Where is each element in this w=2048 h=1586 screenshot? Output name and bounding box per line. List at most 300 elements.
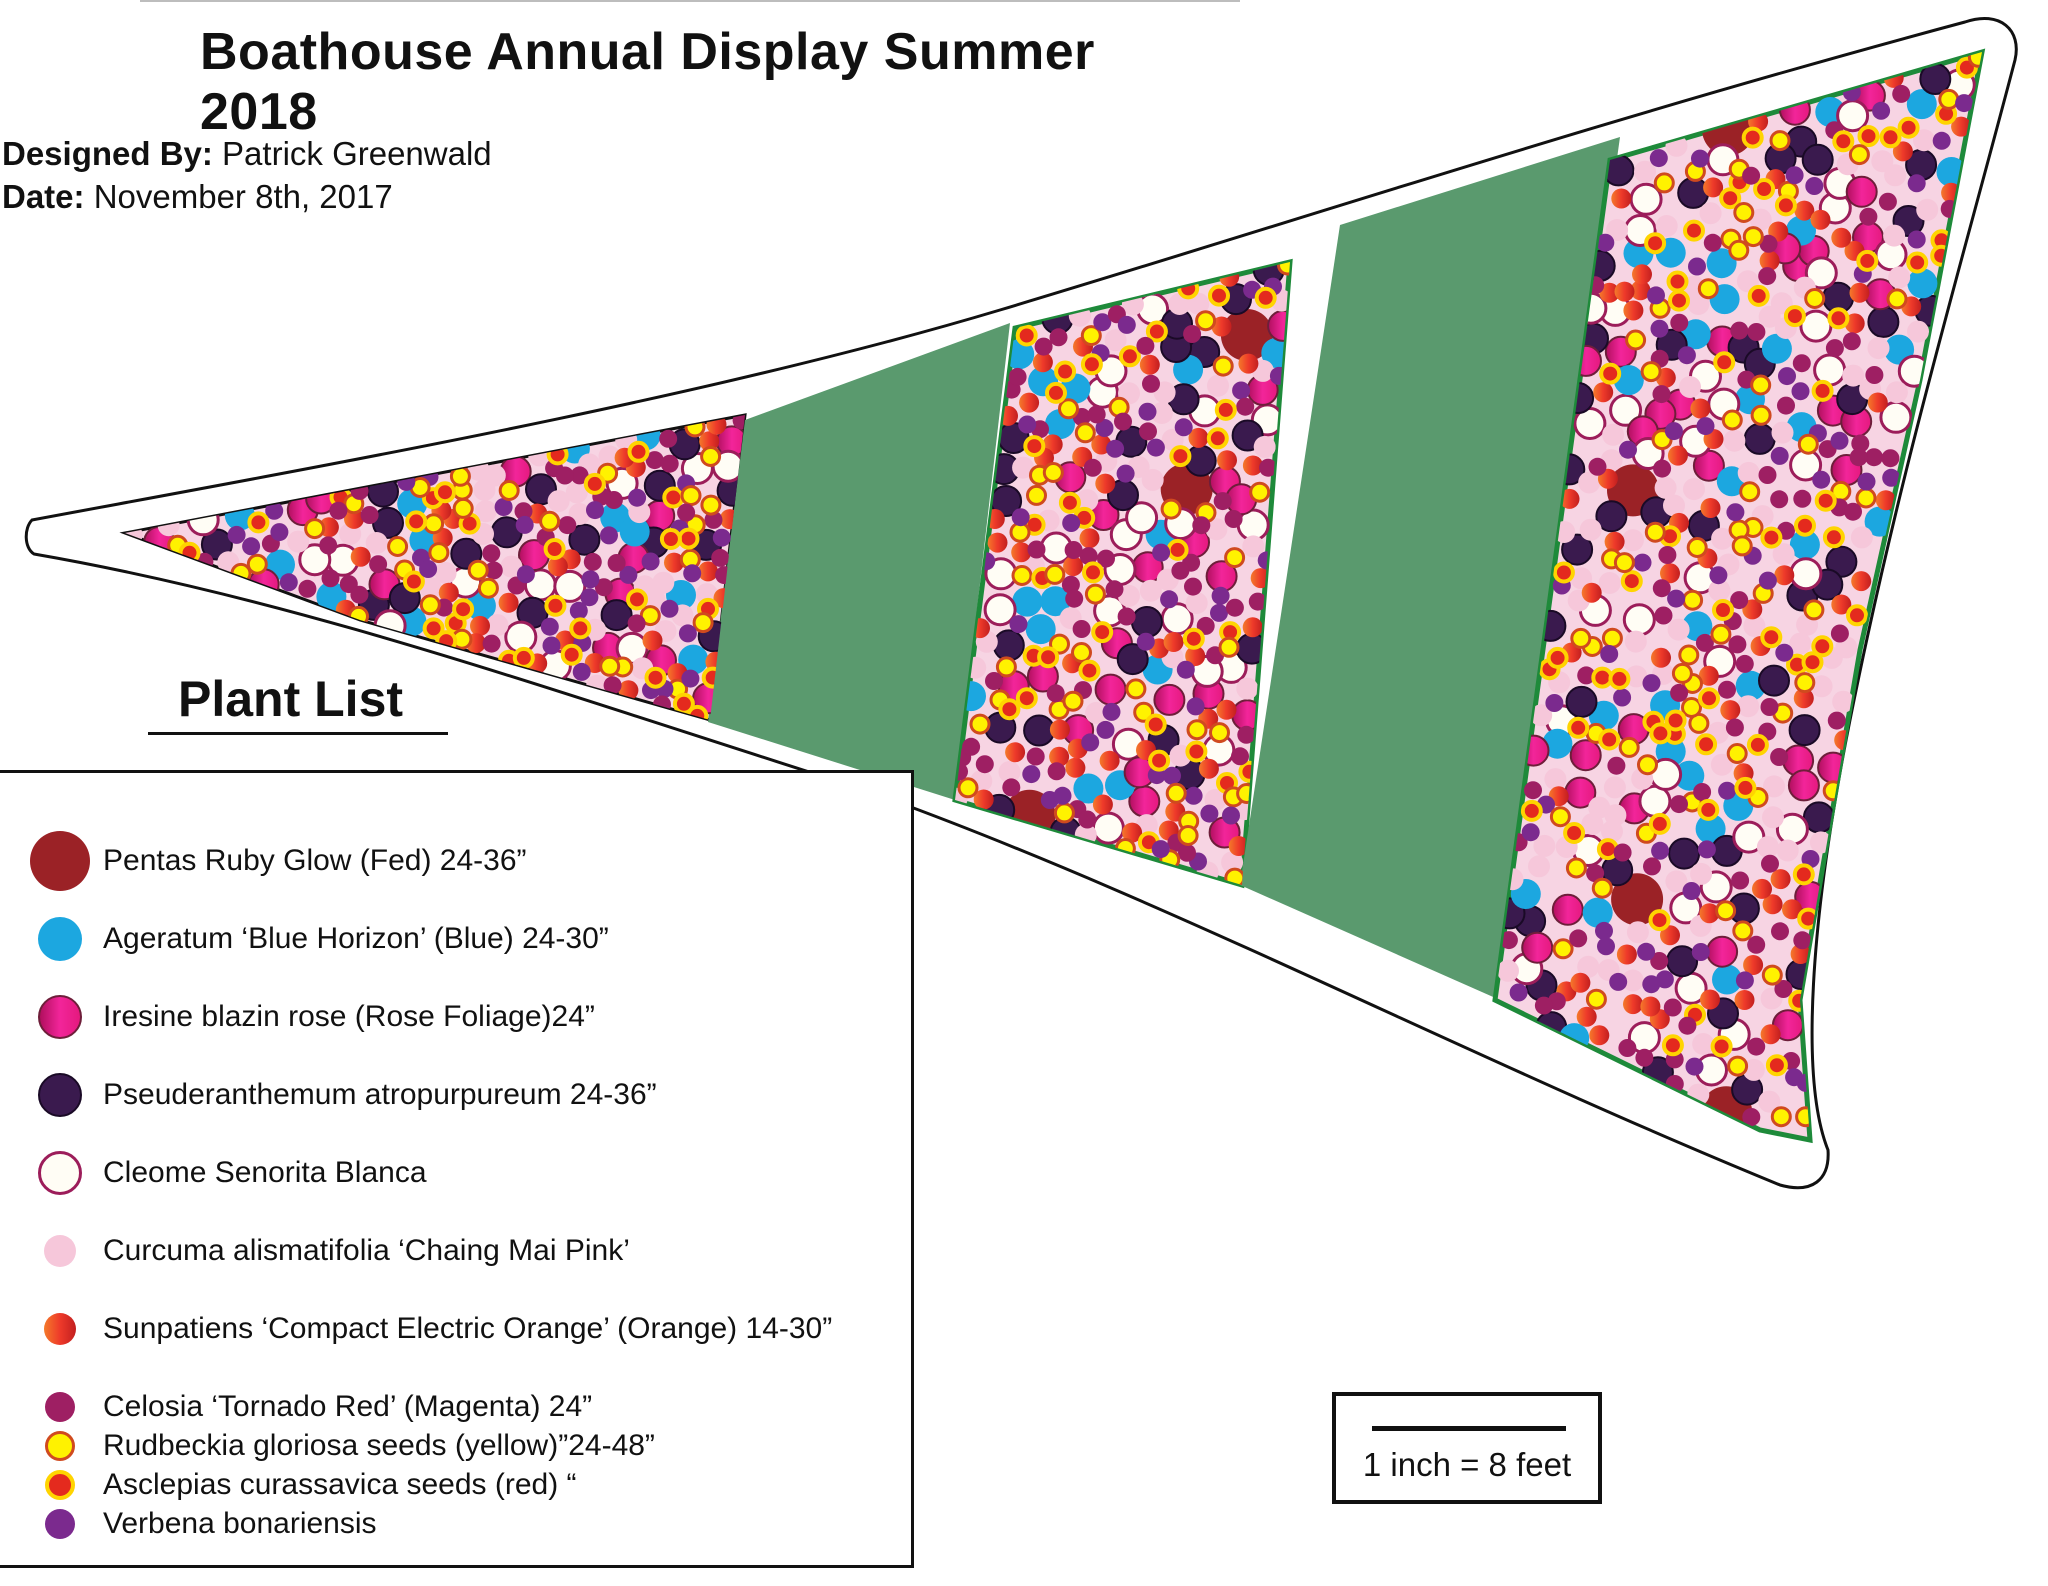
plant-marker-purple-circle	[573, 663, 591, 681]
plant-marker-light-pink-circle	[1668, 619, 1690, 641]
plant-marker-red-circle-yellow-ring	[1750, 287, 1768, 305]
plant-marker-light-pink-circle	[1544, 768, 1566, 790]
plant-marker-orange-red-circle	[1065, 758, 1085, 778]
plant-marker-light-pink-circle	[1772, 422, 1794, 444]
plant-marker-red-circle-yellow-ring	[1700, 689, 1718, 707]
plant-marker-light-pink-circle	[1604, 804, 1626, 826]
plant-marker-light-pink-circle	[1655, 477, 1677, 499]
plant-marker-magenta-circle	[361, 506, 379, 524]
plant-marker-yellow-circle-orange-ring	[694, 614, 712, 632]
plant-marker-red-circle-yellow-ring	[1056, 363, 1074, 381]
plant-marker-magenta-circle	[1670, 684, 1688, 702]
plant-marker-yellow-circle-orange-ring	[1593, 879, 1611, 897]
plant-marker-magenta-circle	[1747, 1038, 1765, 1056]
plant-marker-red-circle-yellow-ring	[1768, 1056, 1786, 1074]
plant-marker-purple-circle	[1200, 805, 1218, 823]
plant-marker-purple-circle	[1651, 320, 1669, 338]
plant-marker-yellow-circle-orange-ring	[1646, 523, 1664, 541]
plant-marker-purple-circle	[1010, 615, 1028, 633]
plant-marker-purple-circle	[1955, 94, 1973, 112]
plant-marker-magenta-circle	[1761, 855, 1779, 873]
plant-marker-light-pink-circle	[1700, 202, 1722, 224]
plant-marker-yellow-circle-orange-ring	[1220, 638, 1238, 656]
legend-item-sunpatiens	[0, 1309, 910, 1349]
legend-label: Sunpatiens ‘Compact Electric Orange’ (Orange) 14-30”	[103, 1312, 833, 1345]
plant-marker-white-circle-magenta-ring	[1093, 813, 1123, 843]
dark-purple-circle-icon	[38, 1073, 82, 1117]
legend-item-ageratum	[0, 919, 910, 959]
plant-marker-light-pink-circle	[1723, 430, 1745, 452]
plant-marker-magenta-circle	[322, 569, 340, 587]
plant-marker-magenta-circle	[1655, 607, 1673, 625]
plant-marker-red-circle-yellow-ring	[1900, 119, 1918, 137]
plant-marker-magenta-circle	[1237, 726, 1255, 744]
plant-marker-purple-circle	[1163, 767, 1181, 785]
plant-marker-red-circle-yellow-ring	[1169, 541, 1187, 559]
plant-marker-orange-red-circle	[1761, 1024, 1781, 1044]
plant-marker-red-circle-yellow-ring	[1080, 662, 1098, 680]
plant-marker-yellow-circle-orange-ring	[1850, 146, 1868, 164]
plant-marker-orange-red-circle	[1217, 700, 1237, 720]
plant-list-heading: Plant List	[178, 671, 404, 727]
plant-marker-light-pink-circle	[1884, 164, 1906, 186]
plant-marker-magenta-circle	[1761, 698, 1779, 716]
plant-marker-purple-circle	[1022, 765, 1040, 783]
plant-marker-red-circle-yellow-ring	[1715, 353, 1733, 371]
plant-marker-magenta-circle	[1184, 578, 1202, 596]
plant-marker-red-circle-yellow-ring	[1549, 649, 1567, 667]
plant-marker-yellow-circle-orange-ring	[1188, 721, 1206, 739]
plant-marker-yellow-circle-orange-ring	[1086, 585, 1104, 603]
plant-marker-orange-red-circle	[1019, 393, 1039, 413]
plant-marker-yellow-circle-orange-ring	[1734, 922, 1752, 940]
plant-marker-red-circle-yellow-ring	[1148, 323, 1166, 341]
plant-marker-magenta-circle	[558, 516, 576, 534]
plant-marker-yellow-circle-orange-ring	[1655, 174, 1673, 192]
plant-marker-red-circle-yellow-ring	[1777, 196, 1795, 214]
plant-marker-purple-circle	[1771, 447, 1789, 465]
plant-marker-magenta-circle	[483, 635, 501, 653]
plant-marker-magenta-circle	[1607, 757, 1625, 775]
plant-marker-orange-red-circle	[1640, 997, 1660, 1017]
plant-marker-magenta-circle	[1793, 354, 1811, 372]
plant-marker-light-pink-circle	[1738, 462, 1760, 484]
plant-marker-dark-purple-circle	[1669, 839, 1699, 869]
plant-marker-yellow-circle-orange-ring	[1729, 1057, 1747, 1075]
plant-marker-purple-circle	[1665, 422, 1683, 440]
plant-marker-yellow-circle-orange-ring	[1620, 738, 1638, 756]
plant-marker-yellow-circle-orange-ring	[1744, 228, 1762, 246]
plant-marker-light-pink-circle	[1737, 695, 1759, 717]
plant-marker-purple-circle	[1545, 694, 1563, 712]
plant-marker-orange-red-circle	[1735, 990, 1755, 1010]
plant-marker-magenta-circle	[1192, 516, 1210, 534]
plant-marker-light-pink-circle	[1599, 572, 1621, 594]
plant-marker-purple-circle	[1210, 604, 1228, 622]
plant-marker-purple-circle	[1785, 1068, 1803, 1086]
plant-marker-red-circle-yellow-ring	[405, 573, 423, 591]
page-title: Boathouse Annual Display Summer 2018	[200, 23, 1095, 141]
plant-marker-red-circle-yellow-ring	[1187, 743, 1205, 761]
plant-marker-red-circle-yellow-ring	[1093, 623, 1111, 641]
plant-marker-dark-purple-circle	[1745, 424, 1775, 454]
plant-marker-magenta-circle	[1678, 1017, 1696, 1035]
plant-marker-yellow-circle-orange-ring	[1013, 567, 1031, 585]
plant-marker-red-circle-yellow-ring	[1804, 653, 1822, 671]
plant-marker-yellow-circle-orange-ring	[1699, 280, 1717, 298]
plant-marker-purple-circle	[581, 570, 599, 588]
plant-marker-magenta-circle	[1618, 1039, 1636, 1057]
plant-marker-purple-circle	[1595, 922, 1613, 940]
plant-marker-orange-red-circle	[1611, 189, 1631, 209]
plant-marker-red-circle-yellow-ring	[1523, 802, 1541, 820]
plant-marker-red-circle-yellow-ring	[515, 649, 533, 667]
plant-marker-purple-circle	[1667, 590, 1685, 608]
plant-marker-purple-circle	[1106, 440, 1124, 458]
plant-marker-magenta-circle	[976, 755, 994, 773]
plant-marker-purple-circle	[1698, 840, 1716, 858]
plant-marker-yellow-circle-orange-ring	[959, 779, 977, 797]
plant-marker-yellow-circle-orange-ring	[1805, 601, 1823, 619]
plant-marker-light-pink-circle	[435, 562, 457, 584]
plant-marker-purple-circle	[1872, 102, 1890, 120]
plant-marker-purple-circle	[242, 537, 260, 555]
plant-marker-purple-circle	[1175, 418, 1193, 436]
plant-marker-light-pink-circle	[1627, 921, 1649, 943]
plant-list-legend	[0, 770, 914, 1568]
plant-marker-orange-red-circle	[1771, 869, 1791, 889]
plant-marker-yellow-circle-orange-ring	[1684, 591, 1702, 609]
plant-marker-yellow-circle-orange-ring	[1857, 489, 1875, 507]
plant-marker-magenta-circle	[1736, 655, 1754, 673]
plant-marker-magenta-circle	[1793, 931, 1811, 949]
plant-marker-red-circle-yellow-ring	[1646, 234, 1664, 252]
plant-list-underline	[148, 732, 448, 735]
plant-marker-yellow-circle-orange-ring	[1733, 537, 1751, 555]
plant-marker-dark-purple-circle	[1567, 687, 1597, 717]
date-label: Date:	[2, 178, 85, 215]
plant-marker-purple-circle	[419, 560, 437, 578]
plant-marker-light-pink-circle	[1528, 855, 1550, 877]
plant-marker-purple-circle	[628, 489, 646, 507]
plant-marker-light-pink-circle	[1916, 199, 1938, 221]
plant-marker-magenta-circle	[711, 549, 729, 567]
plant-marker-red-circle-yellow-ring	[1083, 355, 1101, 373]
plant-marker-purple-circle	[1152, 840, 1170, 858]
plant-marker-magenta-circle	[1758, 267, 1776, 285]
plant-marker-magenta-circle	[1073, 620, 1091, 638]
plant-marker-magenta-circle	[1047, 684, 1065, 702]
plant-marker-purple-circle	[1718, 782, 1736, 800]
plant-marker-orange-red-circle	[1668, 446, 1688, 466]
plant-marker-red-circle-yellow-ring	[1600, 731, 1618, 749]
plant-marker-purple-circle	[642, 553, 660, 571]
plant-marker-magenta-circle	[1142, 375, 1160, 393]
plant-marker-orange-red-circle	[1720, 700, 1740, 720]
plant-marker-orange-red-circle	[1095, 474, 1115, 494]
plant-marker-orange-red-circle	[1140, 355, 1160, 375]
plant-marker-yellow-circle-orange-ring	[1642, 363, 1660, 381]
plant-marker-orange-red-circle	[1582, 583, 1602, 603]
plant-marker-orange-red-circle	[1243, 617, 1263, 637]
plant-marker-yellow-circle-orange-ring	[1723, 411, 1741, 429]
plant-marker-dark-purple-circle	[1132, 607, 1162, 637]
plant-marker-yellow-circle-orange-ring	[1717, 902, 1735, 920]
plant-marker-yellow-circle-orange-ring	[1888, 290, 1906, 308]
plant-marker-purple-circle	[1709, 566, 1727, 584]
plant-marker-orange-red-circle	[1093, 795, 1113, 815]
plant-marker-orange-red-circle	[1700, 990, 1720, 1010]
plant-marker-purple-circle	[1062, 514, 1080, 532]
plant-marker-purple-circle	[681, 670, 699, 688]
plant-marker-magenta-circle	[985, 672, 1003, 690]
plant-marker-red-circle-yellow-ring	[1762, 628, 1780, 646]
plant-marker-yellow-circle-orange-ring	[1179, 827, 1197, 845]
plant-marker-rose-gradient-circle	[1707, 937, 1737, 967]
plant-marker-red-circle-yellow-ring	[1817, 492, 1835, 510]
plant-marker-yellow-circle-orange-ring	[1127, 680, 1145, 698]
plant-marker-red-circle-yellow-ring	[1209, 429, 1227, 447]
plant-marker-magenta-circle	[1589, 458, 1607, 476]
plant-marker-purple-circle	[1613, 689, 1631, 707]
plant-marker-orange-red-circle	[1100, 751, 1120, 771]
plant-marker-purple-circle	[1118, 316, 1136, 334]
plant-marker-red-circle-yellow-ring	[662, 530, 680, 548]
plant-marker-red-circle-yellow-ring	[1697, 735, 1715, 753]
plant-marker-magenta-circle	[1065, 590, 1083, 608]
plant-marker-dark-purple-circle	[1790, 715, 1820, 745]
plant-marker-yellow-circle-orange-ring	[1567, 859, 1585, 877]
plant-marker-magenta-circle	[1718, 681, 1736, 699]
plant-marker-magenta-circle	[1088, 405, 1106, 423]
plant-marker-purple-circle	[1775, 644, 1793, 662]
plant-marker-magenta-circle	[1569, 929, 1587, 947]
designer-name: Patrick Greenwald	[222, 135, 492, 172]
plant-marker-rose-gradient-circle	[1553, 895, 1583, 925]
plant-marker-yellow-circle-orange-ring	[1730, 241, 1748, 259]
plant-marker-purple-circle	[517, 565, 535, 583]
plant-marker-purple-circle	[1619, 441, 1637, 459]
plant-marker-dark-purple-circle	[1678, 178, 1708, 208]
plant-marker-red-circle-yellow-ring	[454, 600, 472, 618]
plant-marker-red-circle-yellow-ring	[1762, 529, 1780, 547]
plant-marker-dark-purple-circle	[1759, 666, 1789, 696]
plant-marker-orange-red-circle	[1080, 528, 1100, 548]
plant-marker-purple-circle	[679, 624, 697, 642]
plant-marker-purple-circle	[1081, 733, 1099, 751]
plant-marker-red-circle-yellow-ring	[1061, 494, 1079, 512]
plant-marker-purple-circle	[1137, 633, 1155, 651]
plant-marker-yellow-circle-orange-ring	[1551, 808, 1569, 826]
plant-marker-yellow-circle-orange-ring	[1799, 435, 1817, 453]
plant-marker-purple-circle	[1597, 937, 1615, 955]
plant-marker-yellow-circle-orange-ring	[1752, 376, 1770, 394]
plant-marker-red-circle-yellow-ring	[249, 513, 267, 531]
plant-marker-purple-circle	[1637, 943, 1655, 961]
plant-marker-yellow-circle-orange-ring	[1162, 500, 1180, 518]
legend-label: Pseuderanthemum atropurpureum 24-36”	[103, 1078, 657, 1111]
plant-marker-purple-circle	[1152, 544, 1170, 562]
plant-marker-red-circle-yellow-ring	[1171, 447, 1189, 465]
plant-marker-magenta-circle	[1635, 1049, 1653, 1067]
legend-label: Pentas Ruby Glow (Fed) 24-36”	[103, 844, 527, 877]
plant-marker-purple-circle	[1012, 508, 1030, 526]
plant-marker-magenta-circle	[1726, 719, 1744, 737]
plant-marker-magenta-circle	[661, 455, 679, 473]
plant-marker-magenta-circle	[1742, 167, 1760, 185]
plant-marker-magenta-circle	[1693, 783, 1711, 801]
legend-item-cleome	[0, 1153, 910, 1193]
plant-marker-magenta-circle	[628, 614, 646, 632]
plant-marker-magenta-circle	[1171, 562, 1189, 580]
plant-marker-light-pink-circle	[1186, 592, 1208, 614]
plant-marker-light-pink-circle	[1868, 337, 1890, 359]
plant-marker-magenta-circle	[1614, 844, 1632, 862]
plant-marker-magenta-circle	[1048, 762, 1066, 780]
plant-marker-purple-circle	[1858, 473, 1876, 491]
plant-marker-purple-circle	[1522, 823, 1540, 841]
legend-label: Verbena bonariensis	[103, 1507, 377, 1540]
plant-marker-red-circle-yellow-ring	[628, 590, 646, 608]
plant-marker-magenta-circle	[319, 536, 337, 554]
plant-marker-yellow-circle-orange-ring	[500, 482, 518, 500]
plant-marker-red-circle-yellow-ring	[1713, 1038, 1731, 1056]
plant-marker-yellow-circle-orange-ring	[702, 448, 720, 466]
plant-marker-blue-circle	[1012, 587, 1042, 617]
legend-item-curcuma	[0, 1231, 910, 1271]
plant-marker-magenta-circle	[350, 586, 368, 604]
plant-marker-purple-circle	[1139, 403, 1157, 421]
plant-marker-red-circle-yellow-ring	[1825, 528, 1843, 546]
plant-marker-rose-gradient-circle	[1154, 685, 1184, 715]
plant-marker-red-circle-yellow-ring	[1185, 630, 1203, 648]
plant-marker-magenta-circle	[1793, 490, 1811, 508]
plant-marker-purple-circle	[1683, 882, 1701, 900]
plant-marker-purple-circle	[541, 618, 559, 636]
plant-marker-purple-circle	[1609, 973, 1627, 991]
plant-marker-orange-red-circle	[643, 631, 663, 651]
plant-marker-rose-gradient-circle	[1847, 177, 1877, 207]
plant-marker-red-circle-yellow-ring	[1670, 292, 1688, 310]
plant-marker-yellow-circle-orange-ring	[682, 487, 700, 505]
plant-marker-yellow-circle-orange-ring	[1735, 204, 1753, 222]
plant-marker-yellow-circle-orange-ring	[702, 496, 720, 514]
plant-marker-yellow-circle-orange-ring	[1712, 625, 1730, 643]
plant-marker-purple-circle	[1805, 177, 1823, 195]
plant-marker-orange-red-circle	[1593, 382, 1613, 402]
plant-marker-magenta-circle	[1747, 323, 1765, 341]
plant-marker-magenta-circle	[1670, 314, 1688, 332]
plant-marker-magenta-circle	[556, 467, 574, 485]
plant-marker-yellow-circle-orange-ring	[1763, 966, 1781, 984]
plant-marker-red-circle-yellow-ring	[1210, 287, 1228, 305]
plant-marker-orange-red-circle	[1570, 973, 1590, 993]
plant-marker-red-circle-yellow-ring	[1569, 719, 1587, 737]
plant-marker-magenta-circle	[1731, 872, 1749, 890]
legend-label: Cleome Senorita Blanca	[103, 1156, 427, 1189]
plant-marker-yellow-circle-orange-ring	[1226, 549, 1244, 567]
plant-marker-magenta-circle	[1653, 460, 1671, 478]
plant-marker-red-circle-yellow-ring	[1736, 779, 1754, 797]
legend-label: Celosia ‘Tornado Red’ (Magenta) 24”	[103, 1390, 593, 1423]
plant-marker-orange-red-circle	[1615, 282, 1635, 302]
plant-marker-magenta-circle	[1670, 795, 1688, 813]
plant-marker-purple-circle	[1792, 382, 1810, 400]
plant-marker-magenta-circle	[1226, 599, 1244, 617]
legend-item-asclepias	[0, 1465, 910, 1505]
legend-item-pentas	[0, 841, 910, 881]
plant-marker-magenta-circle	[482, 544, 500, 562]
plant-marker-orange-red-circle	[1690, 399, 1710, 419]
plant-marker-magenta-circle	[1881, 449, 1899, 467]
plant-marker-magenta-circle	[1658, 546, 1676, 564]
plant-marker-orange-red-circle	[1238, 354, 1258, 374]
plant-marker-orange-red-circle	[1623, 301, 1643, 321]
plant-marker-yellow-circle-orange-ring	[1824, 782, 1842, 800]
plant-marker-magenta-circle	[1078, 811, 1096, 829]
plant-marker-yellow-circle-orange-ring	[248, 555, 266, 573]
plant-marker-yellow-circle-orange-ring	[1044, 464, 1062, 482]
plant-marker-purple-circle	[1642, 975, 1660, 993]
plant-marker-magenta-circle	[1653, 385, 1671, 403]
plant-marker-red-circle-yellow-ring	[1744, 129, 1762, 147]
plant-marker-light-pink-circle	[1236, 678, 1258, 700]
plant-marker-magenta-circle	[329, 502, 347, 520]
plant-marker-light-pink-circle	[1777, 840, 1799, 862]
plant-marker-red-circle-yellow-ring	[1796, 517, 1814, 535]
plant-marker-purple-circle	[280, 573, 298, 591]
plant-marker-red-circle-yellow-ring	[1047, 384, 1065, 402]
legend-label: Curcuma alismatifolia ‘Chaing Mai Pink’	[103, 1234, 630, 1267]
plant-marker-red-circle-yellow-ring	[1721, 189, 1739, 207]
plant-marker-orange-red-circle	[1164, 632, 1184, 652]
plant-marker-yellow-circle-orange-ring	[1167, 784, 1185, 802]
plant-marker-yellow-circle-orange-ring	[1741, 483, 1759, 501]
plant-marker-magenta-circle	[298, 580, 316, 598]
plant-marker-orange-red-circle	[1005, 742, 1025, 762]
plant-marker-purple-circle	[586, 501, 604, 519]
plant-marker-purple-circle	[1651, 842, 1669, 860]
plant-marker-yellow-circle-orange-ring	[1060, 400, 1078, 418]
plant-marker-yellow-circle-orange-ring	[1587, 990, 1605, 1008]
plant-marker-red-circle-yellow-ring	[1000, 700, 1018, 718]
scale-label: 1 inch = 8 feet	[1362, 1446, 1572, 1483]
plant-marker-yellow-circle-orange-ring	[1627, 331, 1645, 349]
plant-marker-purple-circle	[1786, 166, 1804, 184]
plant-marker-red-circle-yellow-ring	[586, 475, 604, 493]
plant-marker-orange-red-circle	[1701, 498, 1721, 518]
plant-marker-red-circle-yellow-ring	[664, 489, 682, 507]
plant-marker-magenta-circle	[1236, 398, 1254, 416]
plant-marker-magenta-circle	[1843, 332, 1861, 350]
plant-marker-purple-circle	[1643, 674, 1661, 692]
plant-marker-yellow-circle-orange-ring	[454, 499, 472, 517]
plant-marker-magenta-circle	[1728, 635, 1746, 653]
plant-marker-red-circle-yellow-ring	[1039, 648, 1057, 666]
plant-marker-magenta-circle	[1865, 366, 1883, 384]
plant-marker-purple-circle	[1933, 132, 1951, 150]
plant-marker-purple-circle	[1686, 1058, 1704, 1076]
plant-marker-orange-red-circle	[351, 547, 371, 567]
plant-marker-red-circle-yellow-ring	[1623, 572, 1641, 590]
plant-marker-yellow-circle-orange-ring	[1073, 644, 1091, 662]
white-circle-icon	[38, 1151, 82, 1195]
plant-marker-purple-circle	[1726, 503, 1744, 521]
plant-marker-orange-red-circle	[1199, 759, 1219, 779]
plant-marker-red-circle-yellow-ring	[1150, 752, 1168, 770]
plant-marker-magenta-circle	[1831, 625, 1849, 643]
plant-marker-red-circle-yellow-ring	[1018, 689, 1036, 707]
